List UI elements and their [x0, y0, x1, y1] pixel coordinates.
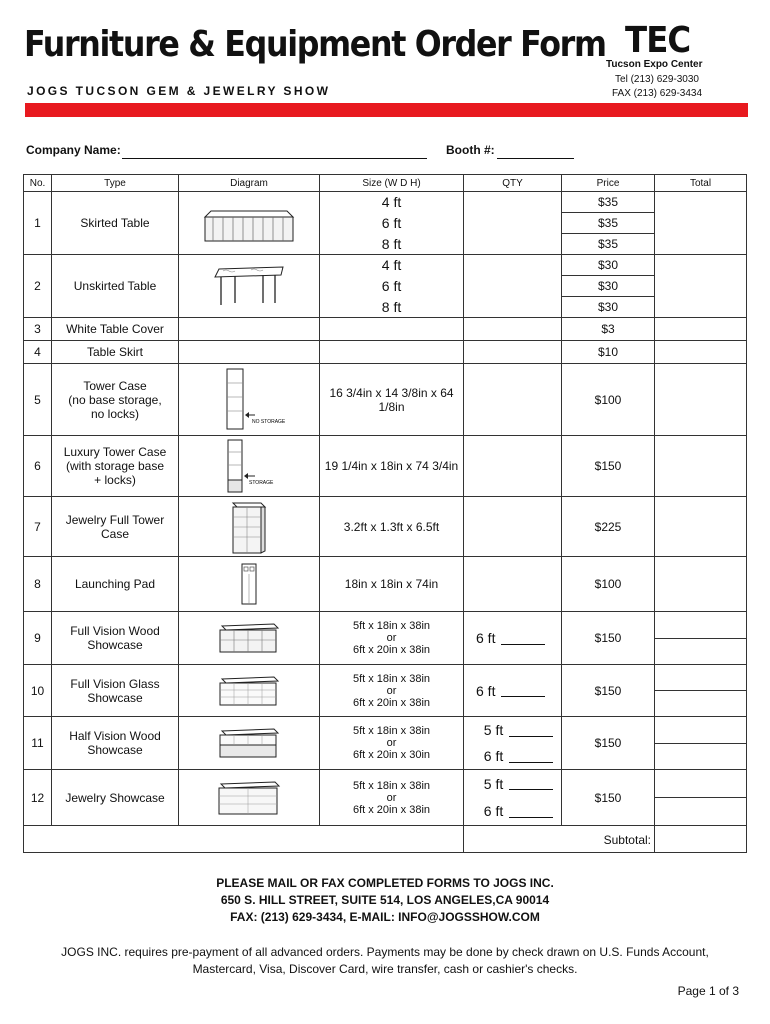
booth-number-label: Booth #:: [446, 143, 495, 157]
order-table: [23, 174, 747, 853]
table-row: [24, 717, 747, 770]
tower-case-icon: [219, 367, 286, 433]
diagram-cell: [179, 770, 320, 826]
item-type: [52, 665, 179, 717]
glass-showcase-icon: [216, 673, 282, 709]
size-line: 16 3/4in x 14 3/8in x 64: [329, 385, 454, 400]
total-field[interactable]: [655, 638, 746, 665]
price-value: $150: [562, 717, 655, 770]
size-option: 8 ft: [381, 298, 402, 315]
item-type-line: Luxury Tower Case: [63, 445, 167, 459]
col-type: Type: [52, 175, 179, 192]
size-line: 6ft x 20in x 30in: [352, 749, 431, 761]
qty-field[interactable]: [464, 557, 562, 612]
total-field[interactable]: [655, 364, 747, 436]
total-field[interactable]: [655, 770, 746, 797]
table-row: [24, 318, 747, 341]
luxury-tower-case-icon: [219, 438, 279, 494]
total-field[interactable]: [655, 341, 747, 364]
launching-pad-icon: [234, 560, 264, 608]
item-type-line: Half Vision Wood: [69, 729, 161, 743]
brand-logo: TEC: [625, 20, 691, 61]
size-line: 5ft x 18in x 38in: [352, 672, 431, 685]
table-row: [24, 665, 747, 717]
item-no: 2: [24, 255, 52, 318]
qty-field[interactable]: [464, 436, 562, 497]
wood-showcase-icon: [216, 620, 282, 656]
item-type: [52, 364, 179, 436]
item-type: [52, 717, 179, 770]
price-value: $150: [562, 612, 655, 665]
size-line: 6ft x 20in x 38in: [352, 696, 431, 709]
size-line: 5ft x 18in x 38in: [352, 725, 431, 737]
qty-option: 6 ft: [476, 682, 496, 699]
qty-field[interactable]: [464, 192, 562, 255]
table-row: [24, 770, 747, 826]
size-option: 4 ft: [381, 194, 402, 211]
price-value: $100: [562, 557, 655, 612]
price-value: $30: [597, 258, 619, 272]
qty-field[interactable]: [464, 255, 562, 318]
col-qty: QTY: [464, 175, 562, 192]
item-no: 12: [24, 770, 52, 826]
form-title: Furniture & Equipment Order Form: [24, 24, 606, 65]
qty-option: 5 ft: [483, 775, 504, 792]
size-cell: 18in x 18in x 74in: [320, 557, 464, 612]
size-cell: 3.2ft x 1.3ft x 6.5ft: [320, 497, 464, 557]
size-cell: [320, 364, 464, 436]
qty-option: 6 ft: [483, 803, 504, 820]
size-line: or: [386, 632, 397, 644]
price-cell: [562, 192, 655, 255]
total-field[interactable]: [655, 557, 747, 612]
diagram-cell: [179, 557, 320, 612]
item-type: Jewelry Showcase: [52, 770, 179, 826]
item-type: White Table Cover: [52, 318, 179, 341]
item-no: 5: [24, 364, 52, 436]
table-row: [24, 364, 747, 436]
skirted-table-icon: [201, 203, 297, 243]
qty-field[interactable]: [509, 750, 553, 763]
qty-cell: [464, 665, 562, 717]
unskirted-table-icon: [211, 263, 287, 309]
show-name: JOGS TUCSON GEM & JEWELRY SHOW: [27, 84, 331, 98]
item-type-line: Showcase: [87, 690, 143, 705]
table-row: [24, 192, 747, 255]
price-value: $100: [562, 364, 655, 436]
price-value: $150: [562, 436, 655, 497]
diagram-note: STORAGE: [249, 480, 274, 486]
diagram-cell: [179, 436, 320, 497]
size-option: 4 ft: [381, 257, 402, 274]
venue-tel: Tel (213) 629-3030: [615, 74, 699, 85]
fax-email: FAX: (213) 629-3434, E-MAIL: INFO@JOGSSHOW.COM: [230, 910, 540, 924]
qty-field[interactable]: [501, 684, 545, 697]
size-line: 1/8in: [378, 399, 405, 414]
item-type-line: + locks): [94, 473, 136, 487]
diagram-cell: [179, 255, 320, 318]
total-field[interactable]: [655, 797, 746, 825]
total-field[interactable]: [655, 436, 747, 497]
item-no: 1: [24, 192, 52, 255]
price-cell: [562, 255, 655, 318]
diagram-cell: [179, 497, 320, 557]
table-row: [24, 436, 747, 497]
company-name-label: Company Name:: [26, 143, 121, 157]
qty-option: 6 ft: [483, 748, 504, 764]
item-type-line: Tower Case: [83, 378, 147, 393]
size-cell: [320, 665, 464, 717]
full-tower-case-icon: [227, 499, 271, 555]
mail-address: 650 S. HILL STREET, SUITE 514, LOS ANGELES,CA 90014: [220, 893, 550, 907]
header-divider: [25, 103, 748, 117]
size-line: or: [386, 737, 397, 749]
col-diagram: Diagram: [179, 175, 320, 192]
payment-note-continued: Mastercard, Visa, Discover Card, wire transfer, cash or cashier's checks.: [192, 962, 578, 976]
subtotal-row: [24, 826, 747, 853]
page-number: Page 1 of 3: [677, 984, 739, 998]
booth-number-field[interactable]: [497, 158, 574, 159]
total-field[interactable]: [655, 690, 746, 716]
size-cell: [320, 192, 464, 255]
item-no: 10: [24, 665, 52, 717]
total-field[interactable]: [655, 255, 747, 318]
qty-cell: [464, 612, 562, 665]
diagram-cell: [179, 612, 320, 665]
diagram-note: NO STORAGE: [252, 418, 286, 425]
total-field[interactable]: [655, 743, 746, 770]
size-line: 5ft x 18in x 38in: [352, 779, 431, 792]
payment-note: JOGS INC. requires pre-payment of all advanced orders. Payments may be done by check drawn on U.S. Funds Account,: [61, 945, 709, 959]
col-price: Price: [562, 175, 655, 192]
size-line: or: [386, 791, 397, 804]
size-cell: [320, 255, 464, 318]
size-line: or: [386, 684, 397, 697]
item-type-line: (with storage base: [65, 459, 165, 473]
total-cell: [655, 665, 747, 717]
diagram-cell: [179, 192, 320, 255]
qty-option: 6 ft: [476, 630, 496, 646]
size-cell: [320, 770, 464, 826]
qty-field[interactable]: [464, 318, 562, 341]
qty-field[interactable]: [501, 632, 545, 645]
qty-field[interactable]: [509, 777, 553, 790]
size-cell: [320, 612, 464, 665]
price-value: $150: [562, 770, 655, 826]
qty-field[interactable]: [509, 724, 553, 737]
price-value: $3: [562, 318, 655, 341]
qty-field[interactable]: [464, 497, 562, 557]
item-no: 9: [24, 612, 52, 665]
diagram-cell: [179, 665, 320, 717]
qty-option: 5 ft: [483, 722, 504, 738]
subtotal-field[interactable]: [655, 826, 747, 853]
col-size: Size (W D H): [320, 175, 464, 192]
mail-instructions: PLEASE MAIL OR FAX COMPLETED FORMS TO JOGS INC.: [216, 876, 554, 890]
half-vision-showcase-icon: [216, 725, 282, 761]
item-type: [52, 612, 179, 665]
item-type-line: (no base storage,: [68, 392, 162, 407]
qty-cell: [464, 770, 562, 826]
diagram-cell: [179, 341, 320, 364]
item-type: Table Skirt: [52, 341, 179, 364]
size-option: 6 ft: [381, 278, 402, 294]
item-type-line: Showcase: [87, 743, 143, 757]
price-value: $10: [562, 341, 655, 364]
item-type: [52, 436, 179, 497]
item-type: Jewelry Full Tower Case: [52, 497, 179, 557]
item-no: 11: [24, 717, 52, 770]
item-type-line: Showcase: [87, 638, 143, 652]
diagram-cell: [179, 364, 320, 436]
size-line: 6ft x 20in x 38in: [352, 803, 431, 816]
price-value: $35: [597, 195, 619, 209]
qty-field[interactable]: [509, 805, 553, 818]
price-value: $150: [562, 665, 655, 717]
price-value: $35: [562, 212, 654, 233]
size-option: 8 ft: [381, 235, 402, 252]
total-cell: [655, 612, 747, 665]
size-cell: [320, 717, 464, 770]
table-row: [24, 557, 747, 612]
table-row: [24, 612, 747, 665]
venue-fax: FAX (213) 629-3434: [611, 88, 703, 99]
total-cell: [655, 770, 747, 826]
size-option: 6 ft: [381, 215, 402, 231]
price-value: $30: [562, 296, 654, 317]
item-type: Unskirted Table: [52, 255, 179, 318]
item-no: 8: [24, 557, 52, 612]
price-value: $30: [562, 275, 654, 296]
price-value: $225: [562, 497, 655, 557]
total-field[interactable]: [655, 665, 746, 690]
item-type-line: Full Vision Glass: [70, 676, 160, 691]
total-field[interactable]: [655, 192, 747, 255]
total-field[interactable]: [655, 318, 747, 341]
diagram-cell: [179, 318, 320, 341]
qty-field[interactable]: [464, 364, 562, 436]
size-cell: [320, 318, 464, 341]
total-field[interactable]: [655, 717, 746, 743]
item-no: 4: [24, 341, 52, 364]
qty-field[interactable]: [464, 341, 562, 364]
col-no: No.: [24, 175, 52, 192]
size-line: 6ft x 20in x 38in: [352, 644, 431, 656]
diagram-cell: [179, 717, 320, 770]
total-field[interactable]: [655, 612, 746, 638]
size-line: 5ft x 18in x 38in: [352, 620, 431, 632]
item-no: 6: [24, 436, 52, 497]
total-cell: [655, 717, 747, 770]
table-row: [24, 341, 747, 364]
qty-cell: [464, 717, 562, 770]
col-total: Total: [655, 175, 747, 192]
item-type-line: Full Vision Wood: [70, 624, 160, 638]
item-no: 3: [24, 318, 52, 341]
subtotal-spacer: [24, 826, 464, 853]
jewelry-showcase-icon: [215, 778, 283, 818]
company-name-field[interactable]: [122, 158, 427, 159]
item-type: Skirted Table: [52, 192, 179, 255]
item-no: 7: [24, 497, 52, 557]
item-type-line: no locks): [90, 406, 140, 421]
total-field[interactable]: [655, 497, 747, 557]
table-row: [24, 497, 747, 557]
item-type: Launching Pad: [52, 557, 179, 612]
size-cell: 19 1/4in x 18in x 74 3/4in: [320, 436, 464, 497]
subtotal-label: Subtotal:: [464, 826, 655, 853]
venue-name: Tucson Expo Center: [606, 59, 703, 70]
table-row: [24, 255, 747, 318]
table-header-row: [24, 175, 747, 192]
size-cell: [320, 341, 464, 364]
price-value: $35: [562, 233, 654, 254]
